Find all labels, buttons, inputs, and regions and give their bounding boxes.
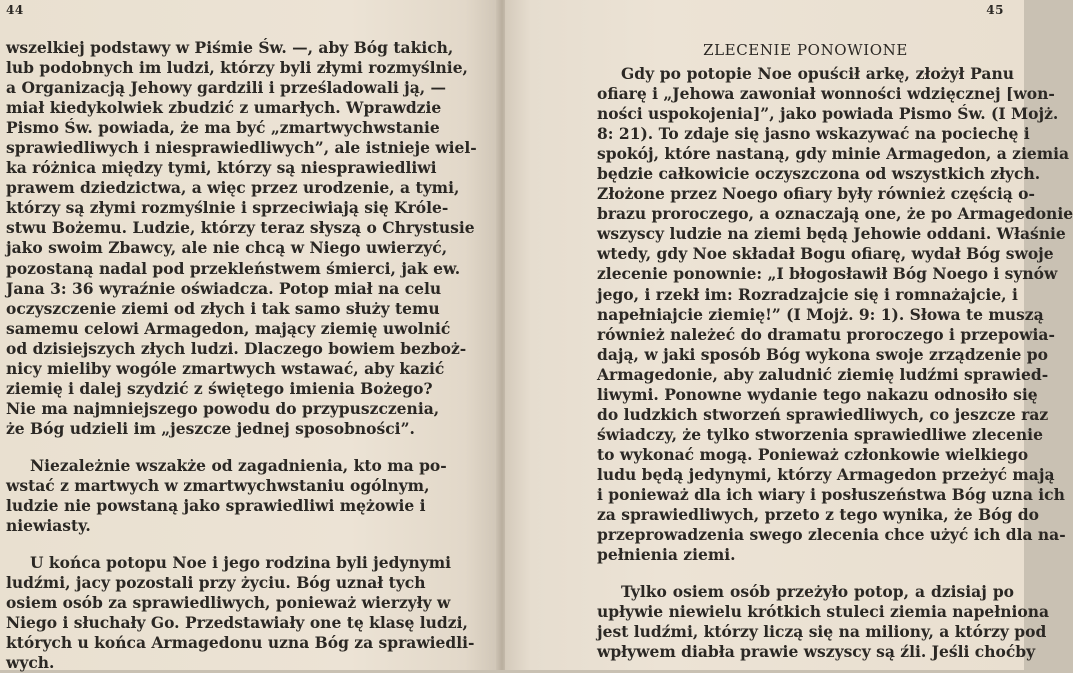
text-line: niewiasty.: [6, 516, 91, 536]
text-line: Gdy po potopie Noe opuścił arkę, złożył Panu: [621, 64, 1014, 83]
text-line: brazu proroczego, a oznaczają one, że po Armagedonie: [597, 204, 1073, 224]
text-line: Tylko osiem osób przeżyło potop, a dzisiaj po: [621, 582, 1014, 602]
text-line: wstać z martwych w zmartwychwstaniu ogólnym,: [6, 475, 430, 495]
text-line: Pismo Św. powiada, że ma być „zmartwychwstanie: [6, 118, 440, 138]
left-paragraph-3: [6, 553, 475, 673]
text-line: jest ludźmi, którzy liczą się na miliony, a którzy pod: [597, 622, 1047, 642]
text-line: ziemię i dalej szydzić z świętego imienia Bożego?: [6, 378, 433, 398]
text-line: spokój, które nastaną, gdy minie Armagedon, a ziemia: [597, 144, 1070, 164]
text-line: za sprawiedliwych, przeto z tego wynika, że Bóg do: [597, 505, 1039, 525]
text-line: ka różnica między tymi, którzy są niesprawiedliwi: [6, 158, 437, 178]
text-line: Złożone przez Noego ofiary były również częścią o-: [597, 184, 1035, 204]
left-page: [0, 0, 500, 673]
text-line: Niego i słuchały Go. Przedstawiały one tę klasę ludzi,: [6, 613, 468, 633]
text-line: a Organizacją Jehowy gardzili i prześladowali ją, —: [6, 78, 447, 98]
text-line: Jana 3: 36 wyraźnie oświadcza. Potop miał na celu: [6, 278, 442, 298]
text-line: do ludzkich stworzeń sprawiedliwych, co jeszcze raz: [597, 404, 1049, 424]
text-line: lub podobnych im ludzi, którzy byli złymi rozmyślnie,: [6, 58, 468, 78]
text-line: oczyszczenie ziemi od złych i tak samo służy temu: [6, 298, 440, 318]
text-line: samemu celowi Armagedon, mający ziemię uwolnić: [6, 318, 451, 338]
text-line: wszelkiej podstawy w Piśmie Św. —, aby Bóg takich,: [6, 38, 454, 57]
text-line: wszyscy ludzie na ziemi będą Jehowie oddani. Właśnie: [597, 224, 1066, 244]
text-line: wych.: [6, 653, 55, 673]
chapter-title: ZLECENIE PONOWIONE: [703, 41, 908, 59]
text-line: zlecenie ponownie: „I błogosławił Bóg Noego i synów: [597, 264, 1058, 284]
text-line: ludzie nie powstaną jako sprawiedliwi mężowie i: [6, 496, 426, 516]
text-line: będzie całkowicie oczyszczona od wszystkich złych.: [597, 164, 1041, 184]
text-line: i ponieważ dla ich wiary i posłuszeństwa Bóg uzna ich: [597, 484, 1065, 504]
paragraph-gap: [6, 439, 422, 456]
text-line: że Bóg udzieli im „jeszcze jednej sposobności”.: [6, 418, 415, 438]
right-paragraph-1: [597, 64, 1073, 565]
text-line: dają, w jaki sposób Bóg wykona swoje zrządzenie po: [597, 344, 1048, 364]
text-line: od dzisiejszych złych ludzi. Dlaczego bowiem bezboż-: [6, 338, 467, 358]
text-line: Armagedonie, aby zaludnić ziemię ludźmi sprawied-: [597, 364, 1049, 384]
text-line: pełnienia ziemi.: [597, 545, 736, 565]
text-line: świadczy, że tylko stworzenia sprawiedliwe zlecenie: [597, 424, 1043, 444]
text-line: jego, i rzekł im: Rozradzajcie się i romnażajcie, i: [597, 284, 1018, 304]
page-number-right: 45: [986, 3, 1004, 17]
text-line: Niezależnie wszakże od zagadnienia, kto ma po-: [30, 455, 447, 475]
text-line: nicy mieliby wogóle zmartwych wstawać, aby kazić: [6, 358, 445, 378]
left-page-body: [6, 38, 477, 673]
text-line: to wykonać mogą. Ponieważ członkowie wielkiego: [597, 444, 1029, 464]
text-line: miał kiedykolwiek zbudzić z umarłych. Wprawdzie: [6, 98, 442, 118]
right-page: [505, 0, 1073, 670]
paragraph-gap: [597, 565, 1014, 582]
paragraph-gap: [6, 536, 422, 553]
text-line: jako swoim Zbawcy, ale nie chcą w Niego uwierzyć,: [6, 238, 448, 258]
text-line: ludu będą jedynymi, którzy Armagedon przeżyć mają: [597, 464, 1055, 484]
text-line: 8: 21). To zdaje się jasno wskazywać na pociechę i: [597, 124, 1030, 144]
page-number-left: 44: [6, 3, 24, 17]
text-line: którzy są złymi rozmyślnie i sprzeciwiają się Króle-: [6, 198, 449, 218]
text-line: sprawiedliwych i niesprawiedliwych”, ale istnieje wiel-: [6, 138, 477, 158]
text-line: upływie niewielu krótkich stuleci ziemia napełniona: [597, 602, 1050, 622]
text-line: prawem dziedzictwa, a więc przez urodzenie, a tymi,: [6, 178, 460, 198]
right-paragraph-2: [597, 582, 1050, 662]
text-line: wtedy, gdy Noe składał Bogu ofiarę, wydał Bóg swoje: [597, 244, 1054, 264]
left-paragraph-1: [6, 38, 477, 439]
text-line: ludźmi, jacy pozostali przy życiu. Bóg uznał tych: [6, 573, 426, 593]
right-page-body: [597, 38, 1073, 662]
text-line: stwu Bożemu. Ludzie, którzy teraz słyszą o Chrystusie: [6, 218, 475, 238]
text-line: ofiarę i „Jehowa zawoniał wonności wdzięcznej [won-: [597, 84, 1055, 104]
text-line: osiem osób za sprawiedliwych, ponieważ wierzyły w: [6, 593, 451, 613]
text-line: napełniajcie ziemię!” (I Mojż. 9: 1). Słowa te muszą: [597, 304, 1044, 324]
text-line: liwymi. Ponowne wydanie tego nakazu odnosiło się: [597, 384, 1038, 404]
text-line: U końca potopu Noe i jego rodzina byli jedynymi: [30, 553, 452, 573]
text-line: których u końca Armagedonu uzna Bóg za sprawiedli-: [6, 633, 475, 653]
text-line: wpływem diabła prawie wszyscy są źli. Jeśli choćby: [597, 642, 1036, 662]
text-line: pozostaną nadal pod przekleństwem śmierci, jak ew.: [6, 258, 461, 278]
text-line: przeprowadzenia swego zlecenia chce użyć ich dla na-: [597, 525, 1066, 545]
text-line: ności uspokojenia]”, jako powiada Pismo Św. (I Mojż.: [597, 104, 1059, 124]
text-line: Nie ma najmniejszego powodu do przypuszczenia,: [6, 398, 440, 418]
left-paragraph-2: [6, 455, 447, 536]
text-line: również należeć do dramatu proroczego i przepowia-: [597, 324, 1055, 344]
